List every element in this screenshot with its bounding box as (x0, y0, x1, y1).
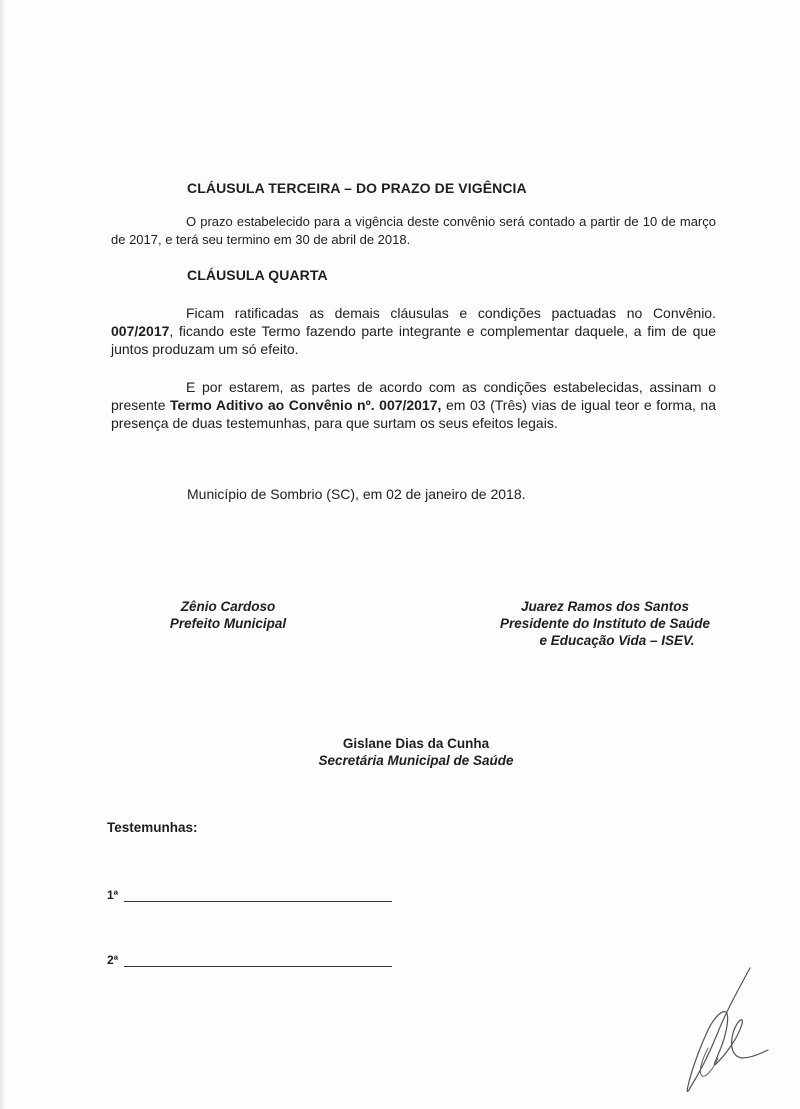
p1-bold: 007/2017 (111, 323, 170, 339)
clause-four-p2-text (111, 378, 716, 432)
signatory-left (158, 598, 298, 632)
p2-before: E por estarem, as partes de acordo com as condições estabelecidas, assinam o presente (111, 379, 716, 413)
clause-three-text (111, 213, 716, 249)
signatory-right-name: Juarez Ramos dos Santos (520, 599, 690, 614)
place-date: Município de Sombrio (SC), em 02 de janeiro de 2018. (187, 486, 526, 502)
p2-after: em 03 (Três) vias de igual teor e forma, na presença de duas testemunhas, para que surtam os seus efeitos legais. (111, 397, 716, 431)
signatory-center (290, 735, 542, 769)
signatory-left-name: Zênio Cardoso (180, 599, 276, 614)
clause-four-paragraph-1 (111, 304, 716, 358)
signatory-right-role-1: Presidente do Instituto de Saúde (499, 616, 711, 631)
clause-four-heading: CLÁUSULA QUARTA (187, 267, 328, 283)
scan-edge-shadow (0, 0, 6, 1109)
p1-before: Ficam ratificadas as demais cláusulas e condições pactuadas no Convênio. (186, 305, 716, 321)
handwritten-rubric-icon (672, 960, 782, 1100)
witness-2-signature-rule (124, 954, 392, 967)
witness-1-signature-rule (124, 889, 392, 902)
witness-2-number: 2ª (107, 953, 119, 967)
signatory-right (474, 598, 736, 649)
signatory-center-name: Gislane Dias da Cunha (342, 736, 490, 751)
witness-1-number: 1ª (107, 888, 119, 902)
p1-after: , ficando este Termo fazendo parte integrante e complementar daquele, a fim de que juntos produzam um só efeito. (111, 323, 716, 357)
witness-line-2 (107, 953, 392, 967)
signatory-left-role: Prefeito Municipal (169, 616, 287, 631)
signatory-right-role-2: e Educação Vida – ISEV. (539, 633, 695, 648)
signatory-center-role: Secretária Municipal de Saúde (318, 753, 514, 768)
witnesses-label: Testemunhas: (107, 820, 198, 835)
witness-line-1 (107, 888, 392, 902)
clause-three-paragraph: O prazo estabelecido para a vigência deste convênio será contado a partir de 10 de março de 2017, e terá seu termino em 30 de abril de 2018. (111, 214, 716, 247)
clause-four-paragraph-2 (111, 378, 716, 432)
p2-bold: Termo Aditivo ao Convênio nº. 007/2017, (170, 397, 442, 413)
clause-four-p1-text (111, 304, 716, 358)
clause-three-heading: CLÁUSULA TERCEIRA – DO PRAZO DE VIGÊNCIA (187, 180, 527, 196)
